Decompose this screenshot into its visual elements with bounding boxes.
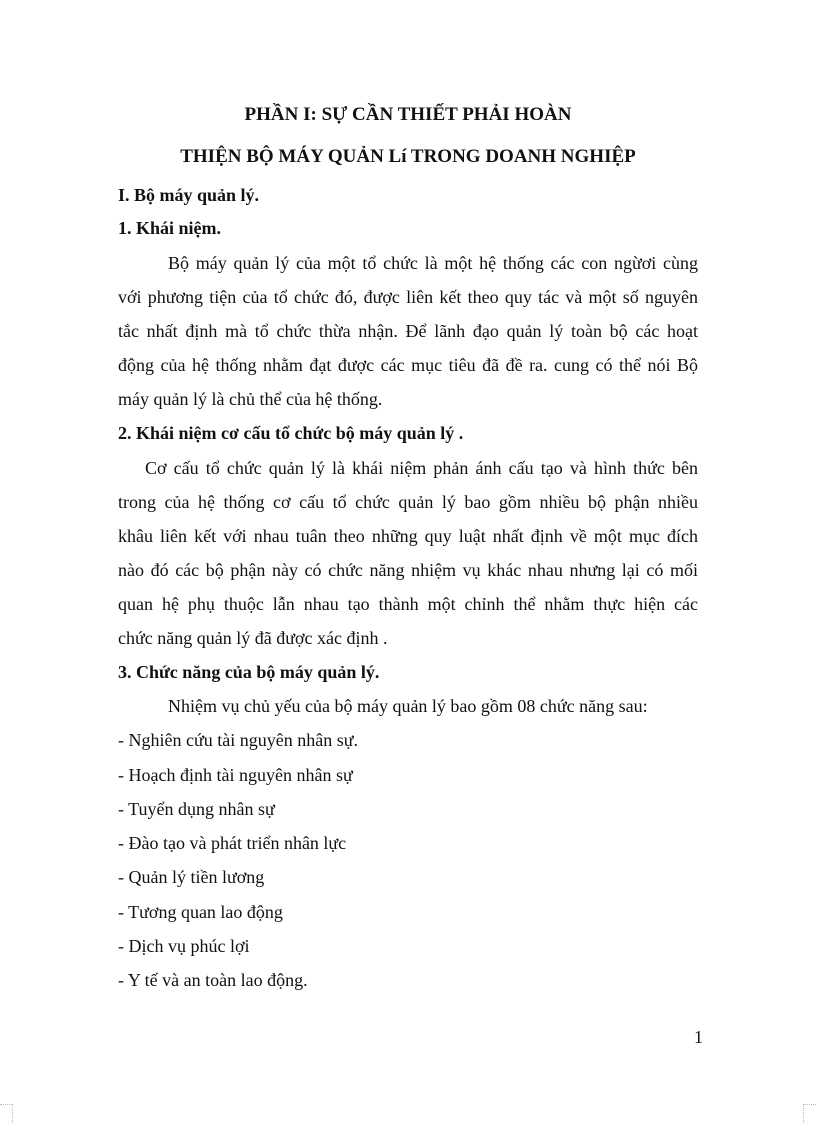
subsection-heading-1: 1. Khái niệm.	[118, 218, 222, 238]
subsection-heading-2: 2. Khái niệm cơ cấu tổ chức bộ máy quản lý .	[118, 423, 464, 443]
paragraph-line: máy quản lý là chủ thể của hệ thống.	[118, 389, 383, 409]
list-item: - Đào tạo và phát triển nhân lực	[118, 833, 347, 853]
list-item: - Nghiên cứu tài nguyên nhân sự.	[118, 730, 358, 750]
list-item: - Tuyển dụng nhân sự	[118, 799, 275, 819]
paragraph-line: Cơ cấu tổ chức quản lý là khái niệm phản ánh cấu tạo và hình thức bên	[145, 458, 698, 478]
list-item: - Tương quan lao động	[118, 902, 283, 922]
list-item: - Dịch vụ phúc lợi	[118, 936, 250, 956]
page-corner-mark	[804, 1104, 816, 1105]
subsection-heading-3: 3. Chức năng của bộ máy quản lý.	[118, 662, 380, 682]
paragraph-line: nào đó các bộ phận này có chức năng nhiệm vụ khác nhau nhưng lại có mối	[118, 560, 698, 580]
paragraph-line: Bộ máy quản lý của một tổ chức là một hệ thống các con ngừơi cùng	[168, 253, 698, 273]
section-heading: I. Bộ máy quản lý.	[118, 185, 260, 205]
page-corner-mark	[0, 1104, 12, 1105]
list-item: - Quản lý tiền lương	[118, 867, 265, 887]
paragraph-line: khâu liên kết với nhau tuân theo những quy luật nhất định về một mục đích	[118, 526, 698, 546]
page-title-line-2: THIỆN BỘ MÁY QUẢN Lí TRONG DOANH NGHIỆP	[180, 146, 636, 167]
list-item: - Hoạch định tài nguyên nhân sự	[118, 765, 353, 785]
paragraph-line: với phương tiện của tổ chức đó, được liên kết theo quy tác và một số nguyên	[118, 287, 698, 307]
functions-intro: Nhiệm vụ chủ yếu của bộ máy quản lý bao gồm 08 chức năng sau:	[168, 696, 648, 716]
page-corner-mark	[803, 1104, 804, 1123]
paragraph-line: quan hệ phụ thuộc lẫn nhau tạo thành một chỉnh thể nhằm thực hiện các	[118, 594, 698, 614]
paragraph-line: tắc nhất định mà tổ chức thừa nhận. Để lãnh đạo quản lý toàn bộ các hoạt	[118, 321, 698, 341]
paragraph-line: động của hệ thống nhằm đạt được các mục tiêu đã đề ra. cung có thể nói Bộ	[118, 355, 698, 375]
list-item: - Y tế và an toàn lao động.	[118, 970, 308, 990]
page-number: 1	[694, 1027, 703, 1047]
page-corner-mark	[12, 1104, 13, 1123]
page-title-line-1: PHẦN I: SỰ CẦN THIẾT PHẢI HOÀN	[244, 104, 572, 125]
paragraph-line: chức năng quản lý đã được xác định .	[118, 628, 388, 648]
paragraph-line: trong của hệ thống cơ cấu tổ chức quản lý bao gồm nhiều bộ phận nhiều	[118, 492, 698, 512]
